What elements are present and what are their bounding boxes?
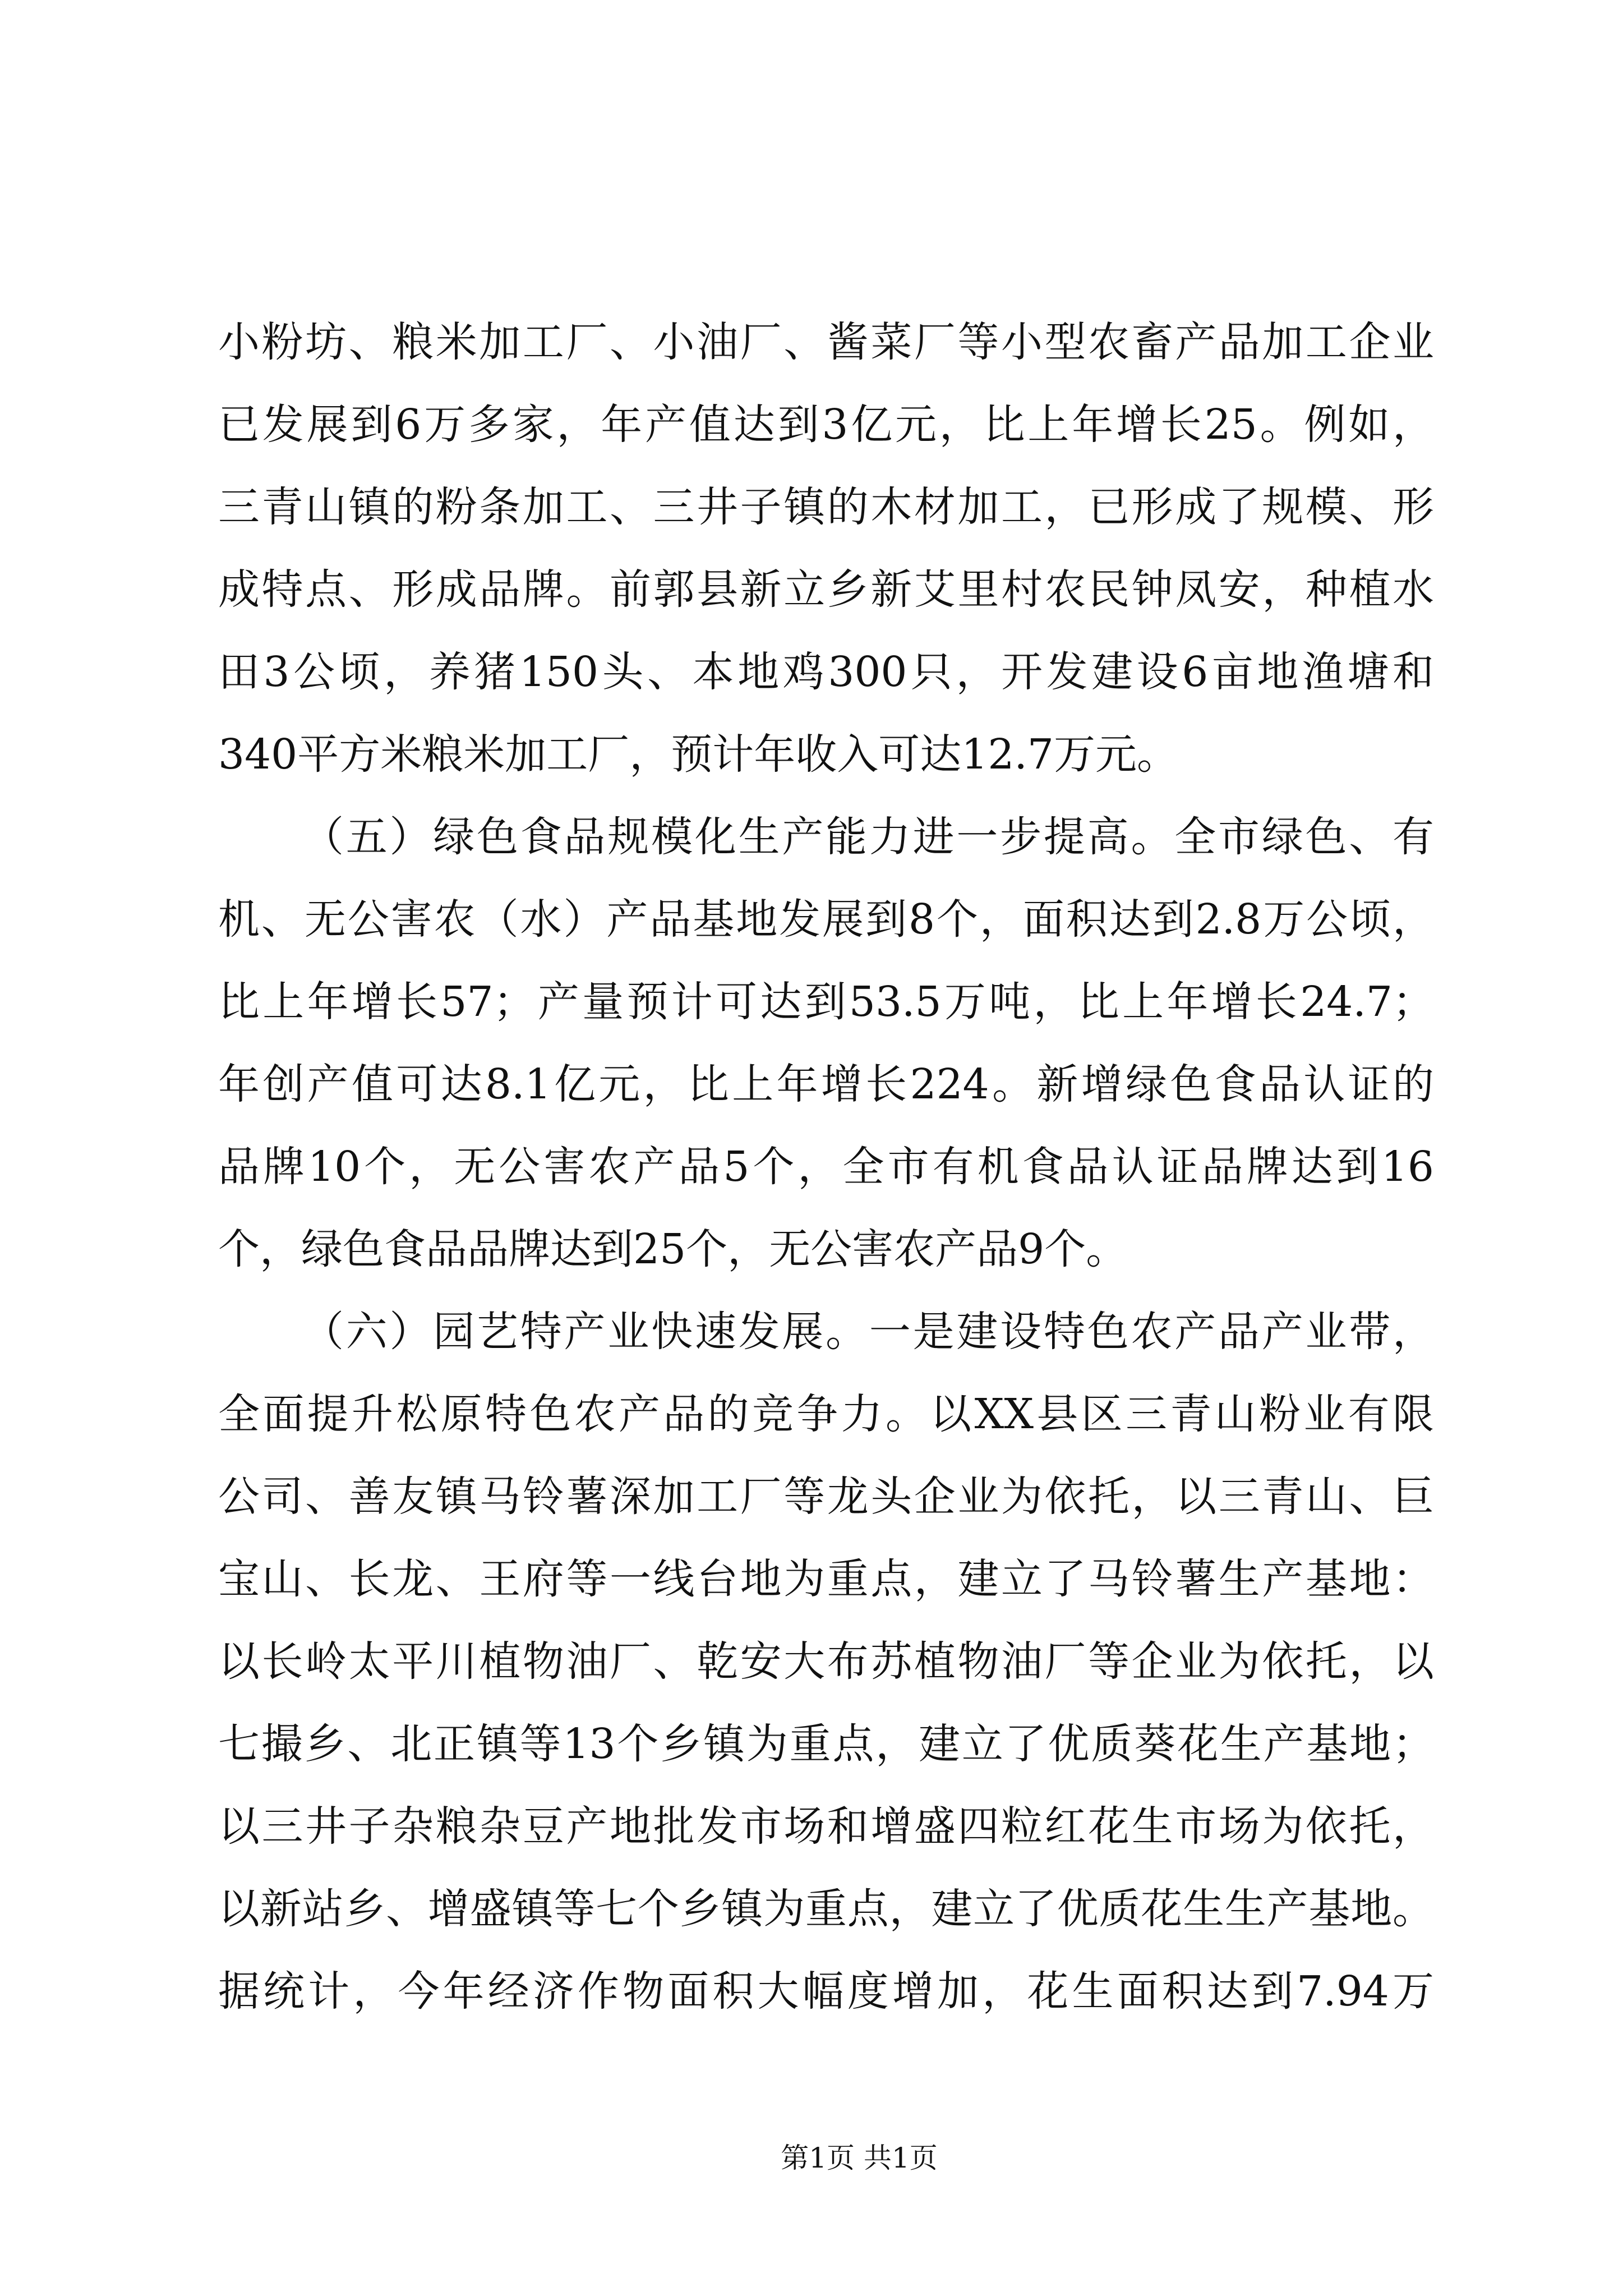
body-line: 比上年增长57；产量预计可达到53.5万吨，比上年增长24.7； [218,978,1434,1026]
page-footer: 第1页 共1页 [781,2142,938,2174]
body-line: （六）园艺特产业快速发展。一是建设特色农产品产业带， [302,1308,1434,1356]
body-line: 全面提升松原特色农产品的竞争力。以XX县区三青山粉业有限 [218,1390,1434,1438]
body-line: 据统计，今年经济作物面积大幅度增加，花生面积达到7.94万 [218,1967,1434,2016]
body-line: 田3公顷，养猪150头、本地鸡300只，开发建设6亩地渔塘和 [218,648,1434,696]
body-line: 机、无公害农（水）产品基地发展到8个，面积达到2.8万公顷， [218,895,1434,944]
body-line: 公司、善友镇马铃薯深加工厂等龙头企业为依托，以三青山、巨 [218,1473,1434,1521]
body-line: 三青山镇的粉条加工、三井子镇的木材加工，已形成了规模、形 [218,483,1434,531]
body-line: （五）绿色食品规模化生产能力进一步提高。全市绿色、有 [302,813,1434,861]
body-line: 宝山、长龙、王府等一线台地为重点，建立了马铃薯生产基地： [218,1555,1434,1603]
body-line: 品牌10个，无公害农产品5个，全市有机食品认证品牌达到16 [218,1143,1434,1191]
body-line: 成特点、形成品牌。前郭县新立乡新艾里村农民钟凤安，种植水 [218,565,1434,614]
body-line: 七撮乡、北正镇等13个乡镇为重点，建立了优质葵花生产基地； [218,1720,1434,1768]
body-text [218,301,1434,2033]
body-line: 以长岭太平川植物油厂、乾安大布苏植物油厂等企业为依托，以 [218,1637,1434,1686]
body-line: 年创产值可达8.1亿元，比上年增长224。新增绿色食品认证的 [218,1060,1434,1108]
body-line: 已发展到6万多家，年产值达到3亿元，比上年增长25。例如， [218,401,1434,449]
body-line: 小粉坊、粮米加工厂、小油厂、酱菜厂等小型农畜产品加工企业 [218,318,1434,366]
body-line: 个，绿色食品品牌达到25个，无公害农产品9个。 [218,1225,1128,1273]
body-line: 340平方米粮米加工厂，预计年收入可达12.7万元。 [218,730,1179,779]
paragraph-continued [218,301,1434,796]
paragraph-section-six [218,1291,1434,2033]
body-line: 以三井子杂粮杂豆产地批发市场和增盛四粒红花生市场为依托， [218,1802,1434,1851]
body-line: 以新站乡、增盛镇等七个乡镇为重点，建立了优质花生生产基地。 [218,1885,1434,1933]
paragraph-section-five [218,796,1434,1291]
